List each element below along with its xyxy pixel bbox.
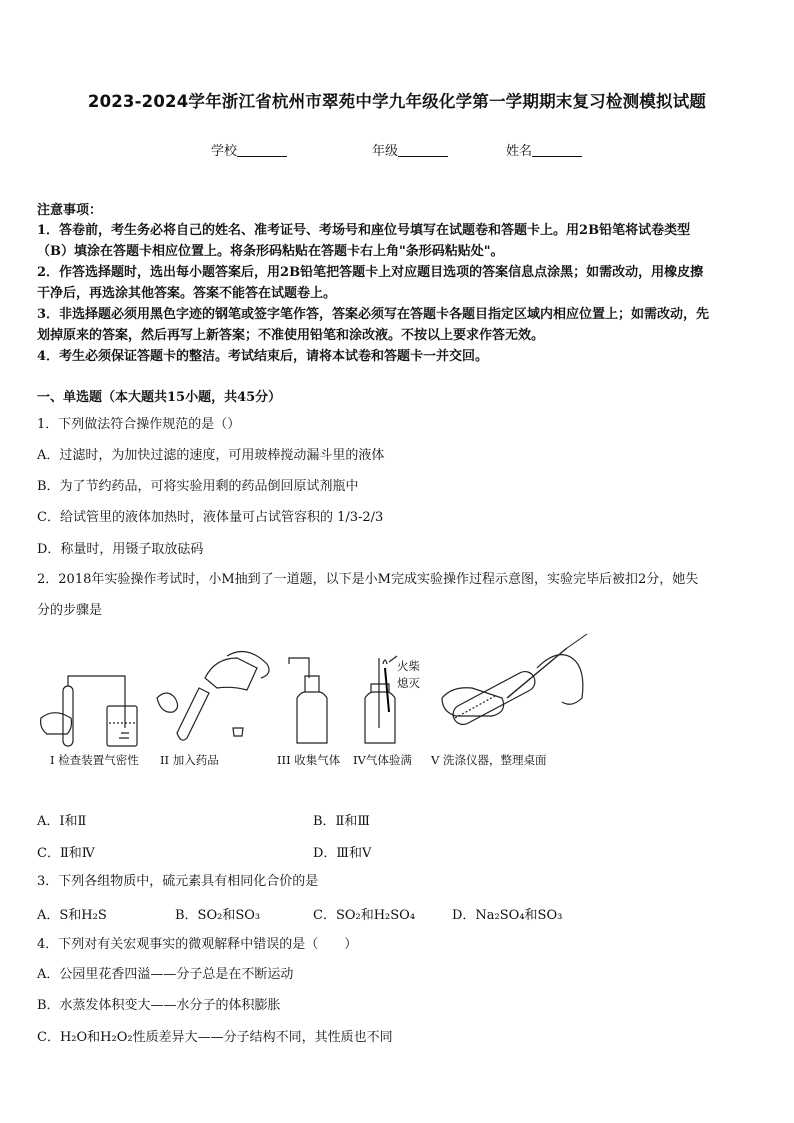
school-field: 学校 [211,140,287,159]
q3-option-a: A．S和H₂S [37,908,107,923]
caption-step-4: IV气体验满 [353,753,412,767]
apparatus-gas-check [365,656,397,743]
match-label: 火柴 [397,659,420,673]
q3-option-c: C．SO₂和H₂SO₄ [313,908,416,923]
caption-step-2: II 加入药品 [160,753,219,767]
apparatus-airtightness-check [41,676,137,746]
q4-option-b: B．水蒸发体积变大——水分子的体积膨胀 [37,998,281,1013]
q1-stem: 1．下列做法符合操作规范的是（） [37,417,241,432]
notice-line: 2．作答选择题时，选出每小题答案后，用2B铅笔把答题卡上对应题目选项的答案信息点涂黑；如需改动，用橡皮擦 [37,265,704,280]
q2-option-d: D．Ⅲ和Ⅴ [313,846,372,861]
section-heading: 一、单选题（本大题共15小题，共45分） [37,390,282,405]
q4-option-c: C．H₂O和H₂O₂性质差异大——分子结构不同，其性质也不同 [37,1030,393,1045]
notice-heading: 注意事项： [37,203,103,218]
q1-option-d: D．称量时，用镊子取放砝码 [37,542,204,557]
extinguish-label: 熄灭 [397,676,420,690]
caption-step-1: I 检查装置气密性 [50,753,139,767]
notice-line: 划掉原来的答案，然后再写上新答案；不准使用铅笔和涂改液。不按以上要求作答无效。 [37,328,545,343]
q4-option-a: A．公园里花香四溢——分子总是在不断运动 [37,967,294,982]
q1-option-b: B．为了节约药品，可将实验用剩的药品倒回原试剂瓶中 [37,479,359,494]
grade-field: 年级 [372,140,448,159]
q3-stem: 3．下列各组物质中，硫元素具有相同化合价的是 [37,874,319,889]
q2-stem-cont: 分的步骤是 [37,603,103,618]
q1-option-c: C．给试管里的液体加热时，液体量可占试管容积的 1/3-2/3 [37,510,384,525]
notice-line: 干净后，再选涂其他答案。答案不能答在试题卷上。 [37,286,337,301]
q1-option-a: A．过滤时，为加快过滤的速度，可用玻棒搅动漏斗里的液体 [37,448,385,463]
notice-line: 3．非选择题必须用黑色字迹的钢笔或签字笔作答，答案必须写在答题卡各题目指定区域内相应位置上；如需改动，先 [37,307,710,322]
q2-option-c: C．Ⅱ和Ⅳ [37,846,95,861]
name-blank [532,143,582,157]
school-blank [237,143,287,157]
name-field: 姓名 [506,140,582,159]
q2-option-a: A．Ⅰ和Ⅱ [37,814,87,829]
apparatus-washing-tube [442,634,587,728]
q2-option-b: B．Ⅱ和Ⅲ [313,814,370,829]
caption-step-5: V 洗涤仪器，整理桌面 [431,753,547,767]
grade-blank [398,143,448,157]
notice-line: 1．答卷前，考生务必将自己的姓名、准考证号、考场号和座位号填写在试题卷和答题卡上。用2B铅笔将试卷类型 [37,223,691,238]
page-title: 2023-2024学年浙江省杭州市翠苑中学九年级化学第一学期期末复习检测模拟试题 [87,92,707,111]
apparatus-adding-reagent [157,652,269,741]
notice-line: （B）填涂在答题卡相应位置上。将条形码粘贴在答题卡右上角"条形码粘贴处"。 [37,244,504,259]
q3-option-d: D．Na₂SO₄和SO₃ [452,908,563,923]
q3-option-b: B．SO₂和SO₃ [175,908,261,923]
apparatus-collecting-gas [289,658,327,743]
notice-line: 4．考生必须保证答题卡的整洁。考试结束后，请将本试卷和答题卡一并交回。 [37,349,489,364]
q2-stem: 2．2018年实验操作考试时，小M抽到了一道题，以下是小M完成实验操作过程示意图，实验完毕后被扣2分，她失 [37,572,699,587]
caption-step-3: III 收集气体 [277,753,341,767]
q4-stem: 4．下列对有关宏观事实的微观解释中错误的是（ ） [37,937,358,952]
